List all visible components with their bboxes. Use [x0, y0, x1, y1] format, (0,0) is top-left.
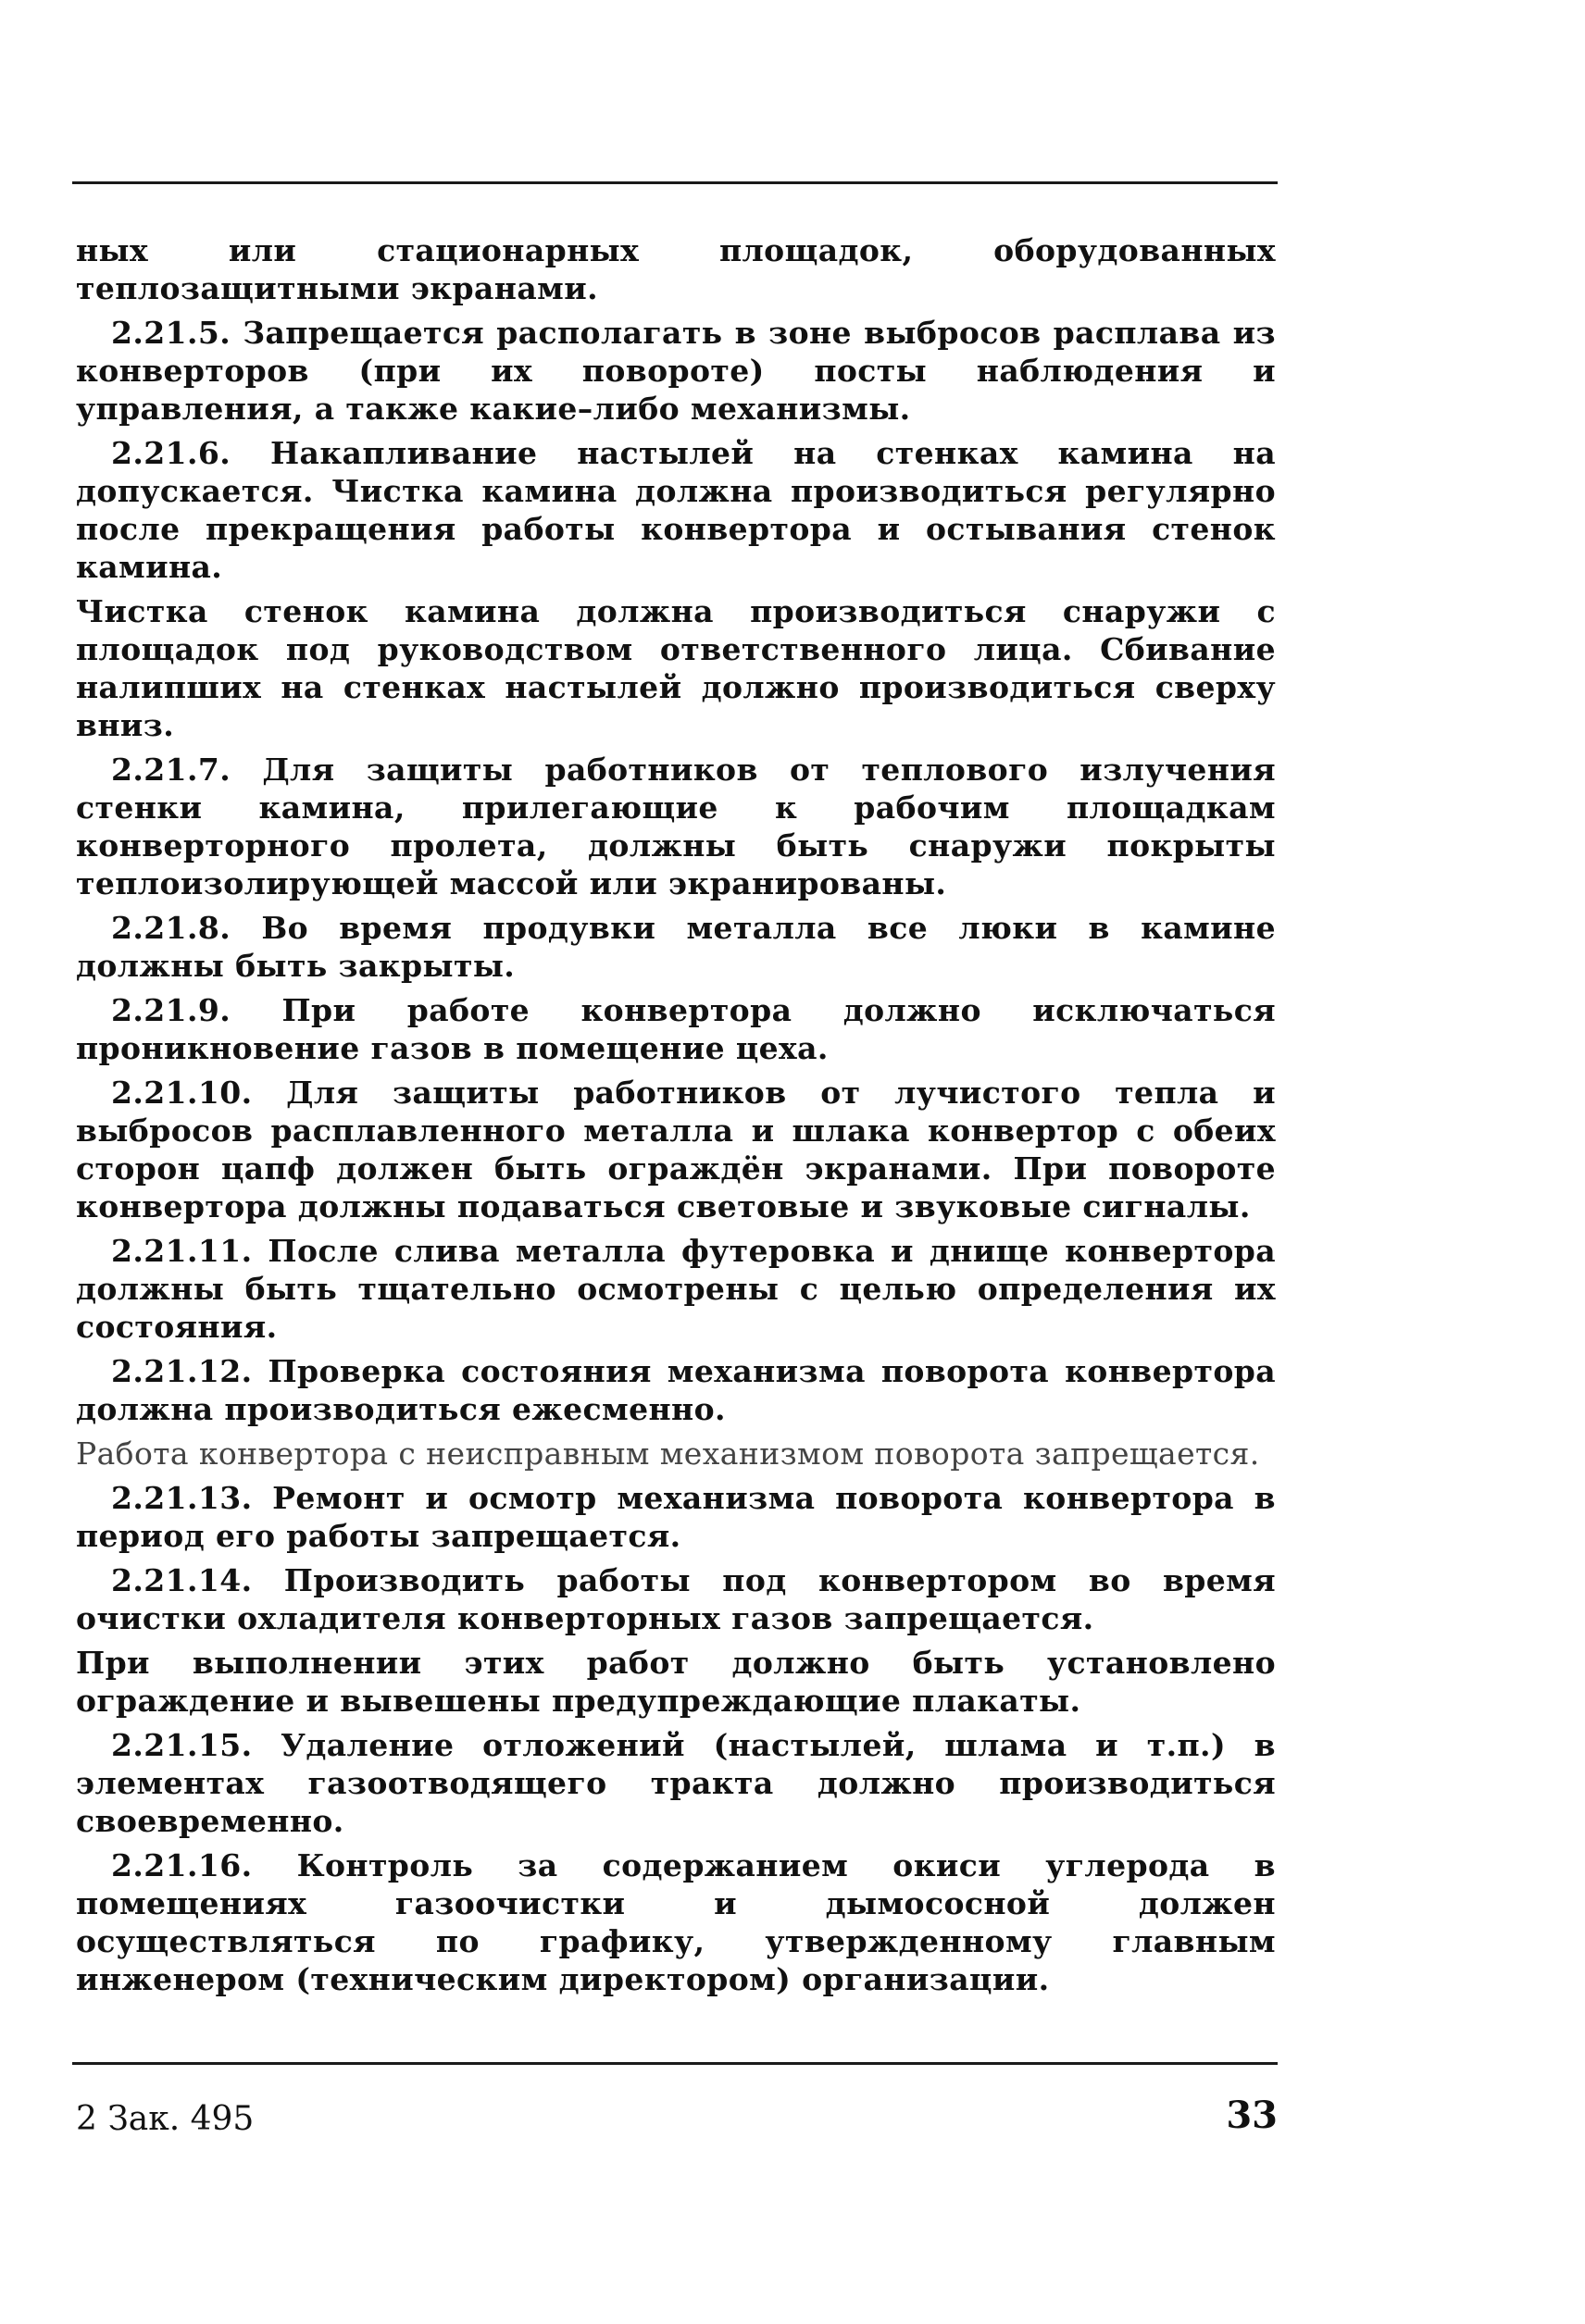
page-number: 33	[1226, 2094, 1278, 2137]
paragraph: 2.21.8. Во время продувки металла все люки в камине должны быть закрыты.	[76, 910, 1276, 984]
paragraph: 2.21.12. Проверка состояния механизма поворота конвертора должна производиться ежесменно.	[76, 1353, 1276, 1427]
paragraph: 2.21.15. Удаление отложений (настылей, шлама и т.п.) в элементах газоотводящего тракта должно производиться своевременно.	[76, 1727, 1276, 1839]
paragraph: 2.21.13. Ремонт и осмотр механизма поворота конвертора в период его работы запрещается.	[76, 1480, 1276, 1554]
bottom-rule	[72, 2062, 1278, 2065]
body-text	[76, 231, 1276, 2005]
paragraph: Чистка стенок камина должна производиться снаружи с площадок под руководством ответственного лица. Сбивание налипших на стенках настылей должно производиться сверху вниз.	[76, 593, 1276, 743]
paragraph: Работа конвертора с неисправным механизмом поворота запрещается.	[76, 1435, 1260, 1472]
paragraph: 2.21.16. Контроль за содержанием окиси углерода в помещениях газоочистки и дымососной должен осуществляться по графику, утвержденному главным инженером (техническим директором) организации.	[76, 1847, 1276, 1997]
footer-order-number: 2 Зак. 495	[76, 2100, 255, 2138]
top-rule	[72, 181, 1278, 184]
paragraph: 2.21.6. Накапливание настылей на стенках камина на допускается. Чистка камина должна производиться регулярно после прекращения работы конвертора и остывания стенок камина.	[76, 435, 1276, 585]
paragraph: 2.21.9. При работе конвертора должно исключаться проникновение газов в помещение цеха.	[76, 992, 1276, 1066]
paragraph: 2.21.7. Для защиты работников от теплового излучения стенки камина, прилегающие к рабочим площадкам конверторного пролета, должны быть снаружи покрыты теплоизолирующей массой или экранированы.	[76, 752, 1276, 901]
paragraph: 2.21.14. Производить работы под конвертором во время очистки охладителя конверторных газов запрещается.	[76, 1562, 1276, 1636]
paragraph: 2.21.10. Для защиты работников от лучистого тепла и выбросов расплавленного металла и шлака конвертор с обеих сторон цапф должен быть ограждён экранами. При повороте конвертора должны подаваться световые и звуковые сигналы.	[76, 1075, 1276, 1224]
paragraph: При выполнении этих работ должно быть установлено ограждение и вывешены предупреждающие плакаты.	[76, 1645, 1276, 1719]
paragraph: 2.21.11. После слива металла футеровка и днище конвертора должны быть тщательно осмотрены с целью определения их состояния.	[76, 1233, 1276, 1345]
paragraph: 2.21.5. Запрещается располагать в зоне выбросов расплава из конверторов (при их повороте) посты наблюдения и управления, а также какие–либо механизмы.	[76, 315, 1276, 427]
paragraph: ных или стационарных площадок, оборудованных теплозащитными экранами.	[76, 232, 1276, 306]
